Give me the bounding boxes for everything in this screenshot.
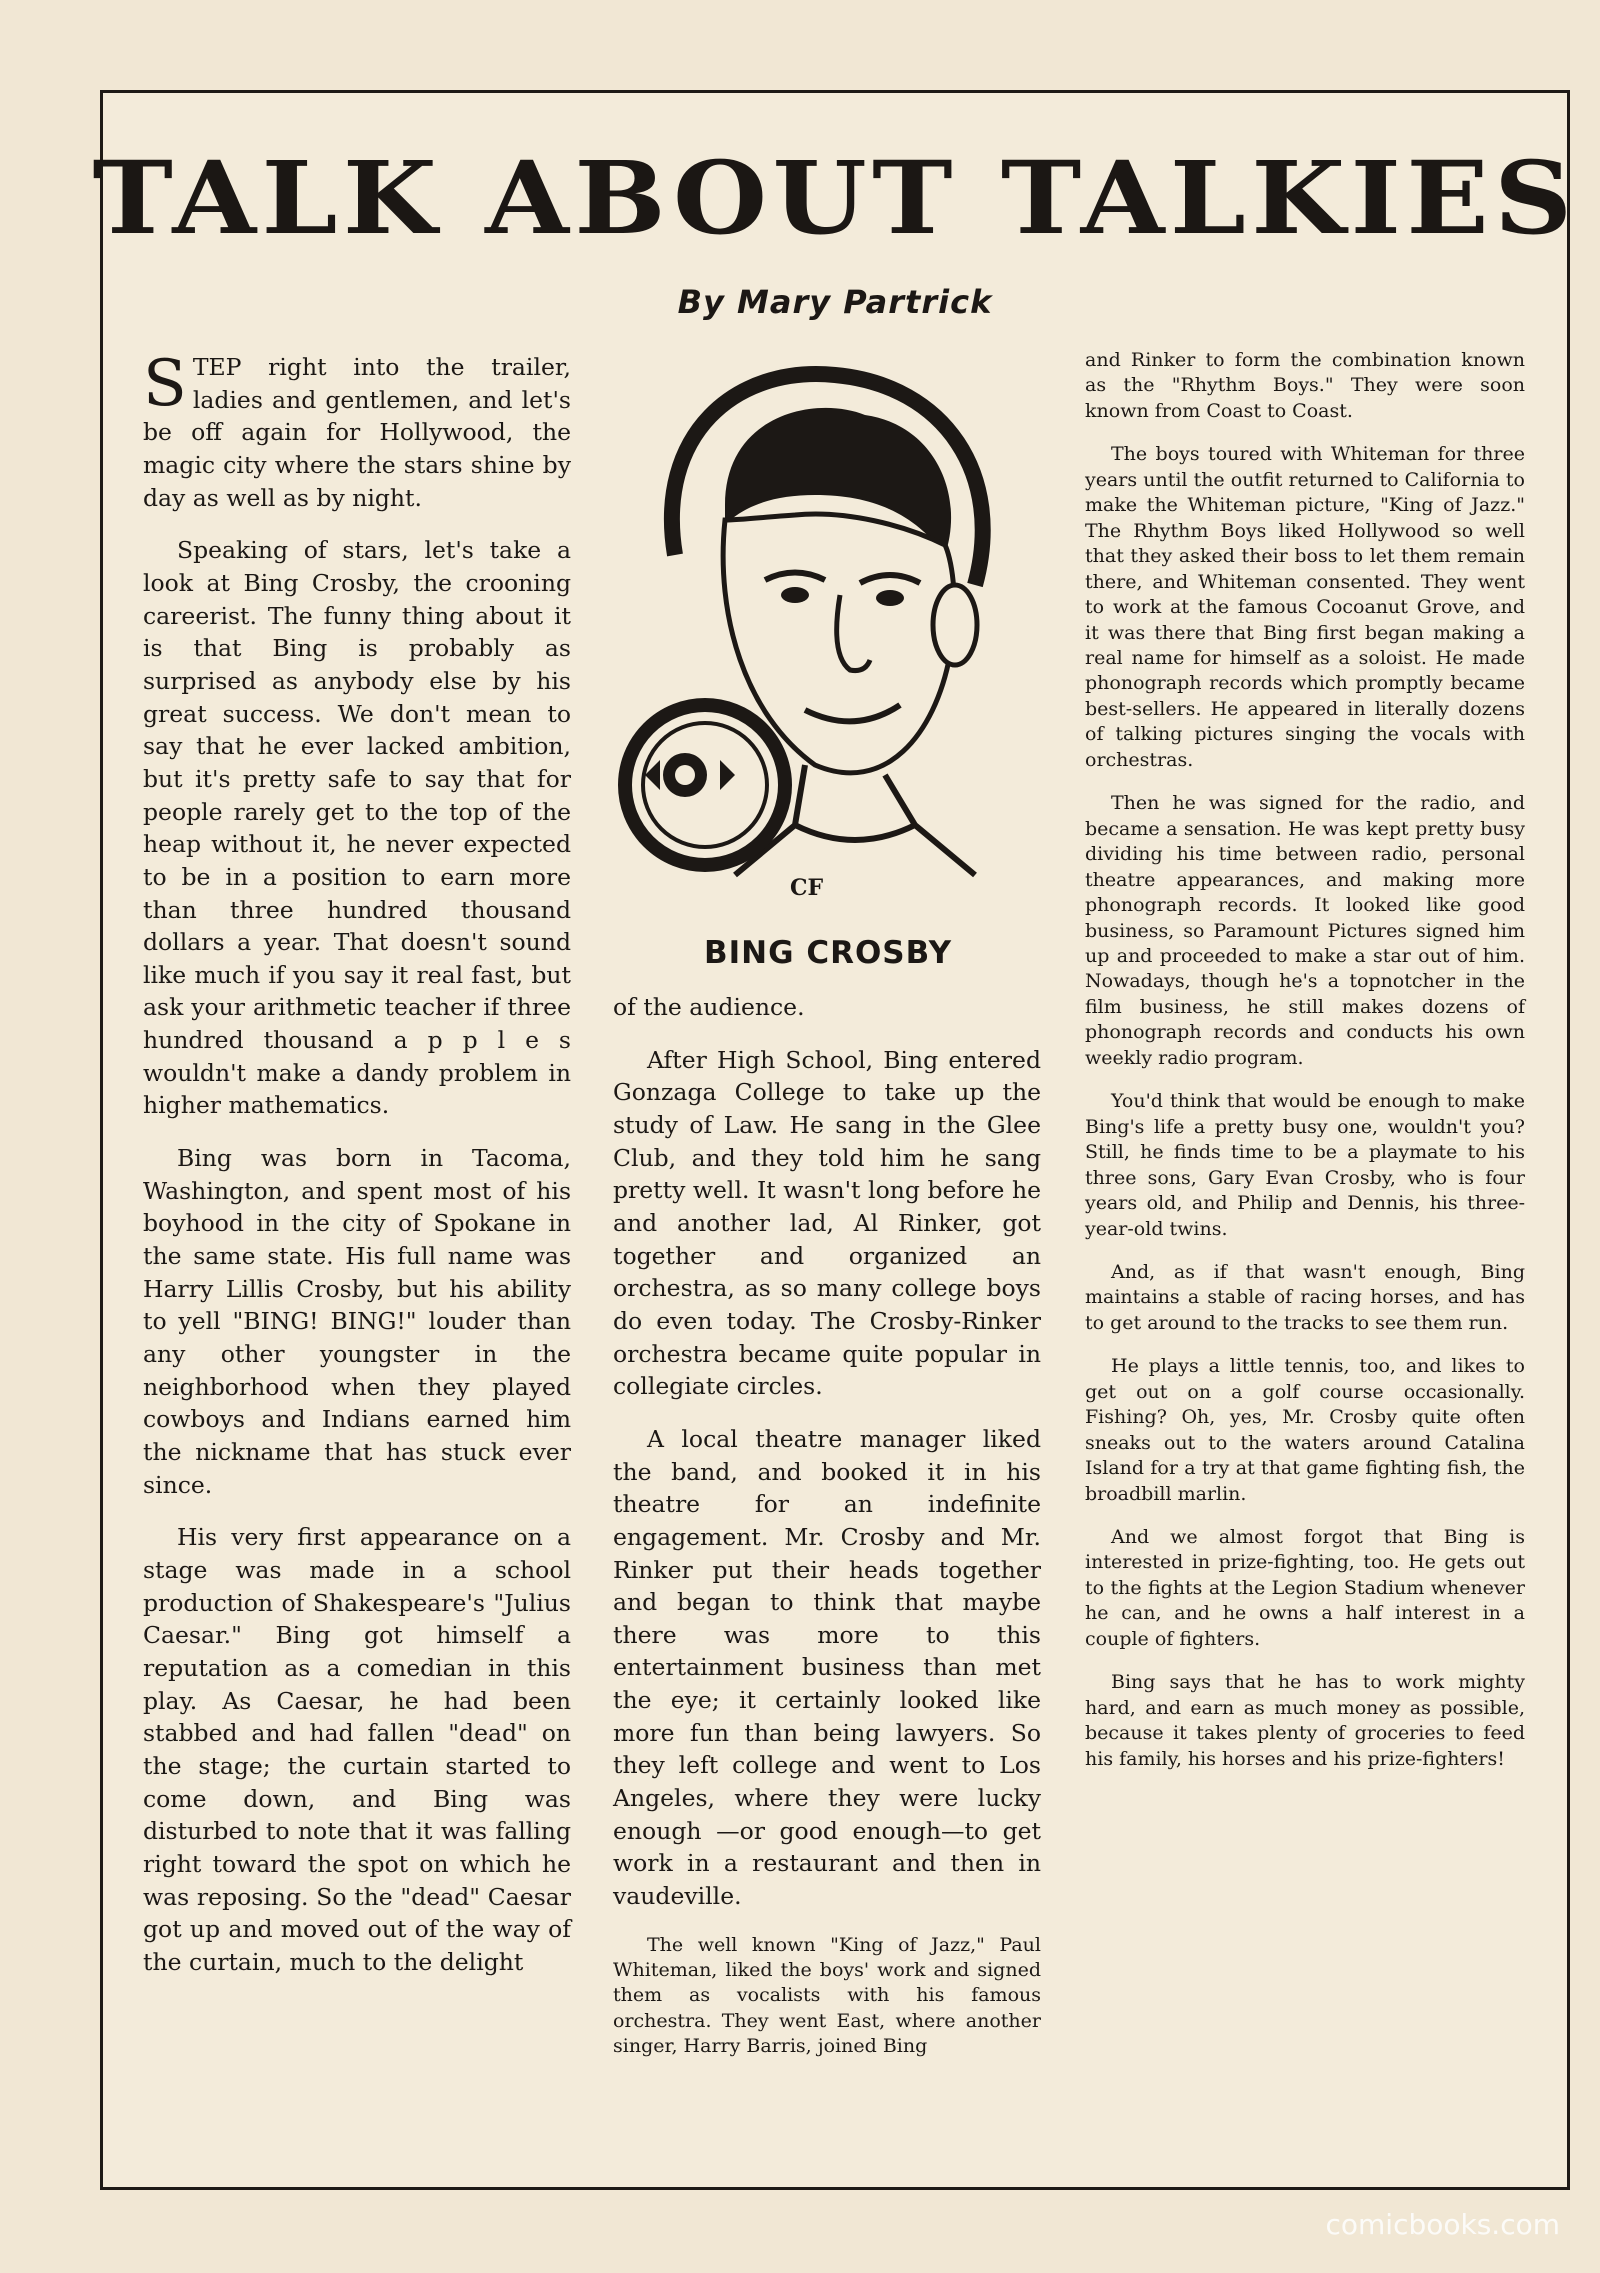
paragraph: And we almost forgot that Bing is interested in prize-fighting, too. He gets out to the fights at the Legion Stadium whenever he can, and he owns a half interest in a couple of fighters. xyxy=(1085,1526,1525,1650)
paragraph: Then he was signed for the radio, and became a sensation. He was kept pretty busy dividing his time between radio, personal theatre appearances, and making more phonograph records. It looked like good business, so Paramount Pictures signed him up and proceeded to make a star out of him. Nowadays, though he's a topnotcher in the film business, he still makes dozens of phonograph records and conducts his own weekly radio program. xyxy=(1085,792,1525,1069)
column-2 xyxy=(613,991,1041,2079)
illustration-caption: BING CROSBY xyxy=(703,935,953,971)
paragraph: After High School, Bing entered Gonzaga College to take up the study of Law. He sang in the Glee Club, and they told him he sang pretty well. It wasn't long before he and another lad, Al Rinker, got together and organized an orchestra, as so many college boys do even today. The Crosby-Rinker orchestra became quite popular in collegiate circles. xyxy=(613,1045,1041,1401)
paragraph: He plays a little tennis, too, and likes to get out on a golf course occasionally. Fishing? Oh, yes, Mr. Crosby quite often sneaks out to the waters around Catalina Island for a try at that game fighting fish, the broadbill marlin. xyxy=(1085,1355,1525,1505)
paragraph: A local theatre manager liked the band, and booked it in his theatre for an indefinite engagement. Mr. Crosby and Mr. Rinker put their heads together and began to think that maybe there was more to this entertainment business than met the eye; it certainly looked like more fun than being lawyers. So they left college and went to Los Angeles, where they were lucky enough —or good enough—to get work in a restaurant and then in vaudeville. xyxy=(613,1424,1041,1911)
column-3 xyxy=(1085,348,1525,1790)
watermark: comicbooks.com xyxy=(1325,2208,1560,2241)
article-frame xyxy=(92,90,1578,2190)
drop-cap: S xyxy=(143,347,187,421)
paragraph: The boys toured with Whiteman for three years until the outfit returned to California to make the Whiteman picture, "King of Jazz." The Rhythm Boys liked Hollywood so well that they asked their boss to let them remain there, and Whiteman consented. They went to work at the famous Cocoanut Grove, and it was there that Bing first began making a real name for himself as a soloist. He made phonograph records which promptly became best-sellers. He appeared in literally dozens of talking pictures singing the vocals with orchestras. xyxy=(1085,443,1525,771)
artist-signature: CF xyxy=(790,875,824,901)
paragraph: STEP right into the trailer, ladies and gentlemen, and let's be off again for Hollywood, the magic city where the stars shine by day as well as by night. xyxy=(143,347,571,512)
paragraph: The well known "King of Jazz," Paul Whiteman, liked the boys' work and signed them as vocalists with his famous orchestra. They went East, where another singer, Harry Barris, joined Bing xyxy=(613,1933,1041,2057)
article-title: TALK ABOUT TALKIES xyxy=(92,139,1578,257)
bing-crosby-illustration xyxy=(615,355,1041,915)
paragraph: Bing says that he has to work mighty hard, and earn as much money as possible, because it takes plenty of groceries to feed his family, his horses and his prize-fighters! xyxy=(1085,1671,1525,1770)
paragraph: You'd think that would be enough to make Bing's life a pretty busy one, wouldn't you? Still, he finds time to be a playmate to his three sons, Gary Evan Crosby, who is four years old, and Philip and Dennis, his three-year-old twins. xyxy=(1085,1090,1525,1240)
drop-cap-rest: TEP xyxy=(192,353,242,381)
paragraph: of the audience. xyxy=(613,993,805,1021)
paragraph: And, as if that wasn't enough, Bing maintains a stable of racing horses, and has to get around to the tracks to see them run. xyxy=(1085,1260,1525,1334)
column-1 xyxy=(143,347,571,1999)
paragraph: and Rinker to form the combination known as the "Rhythm Boys." They were soon known from Coast to Coast. xyxy=(1085,349,1525,422)
byline: By Mary Partrick xyxy=(677,283,993,321)
paragraph: Speaking of stars, let's take a look at Bing Crosby, the crooning careerist. The funny thing about it is that Bing is probably as surprised as anybody else by his great success. We don't mean to say that he ever lacked ambition, but it's pretty safe to say that for people rarely get to the top of the heap without it, he never expected to be in a position to earn more than three hundred thousand dollars a year. That doesn't sound like much if you say it real fast, but ask your arithmetic teacher if three hundred thousand a p p l e s wouldn't make a dandy problem in higher mathematics. xyxy=(143,536,571,1120)
paragraph: His very first appearance on a stage was made in a school production of Shakespeare's "Julius Caesar." Bing got himself a reputation as a comedian in this play. As Caesar, he had been stabbed and had fallen "dead" on the stage; the curtain started to come down, and Bing was disturbed to note that it was falling right toward the spot on which he was reposing. So the "dead" Caesar got up and moved out of the way of the curtain, much to the delight xyxy=(143,1523,571,1976)
paragraph: Bing was born in Tacoma, Washington, and spent most of his boyhood in the city of Spokane in the same state. His full name was Harry Lillis Crosby, but his ability to yell "BING! BING!" louder than any other youngster in the neighborhood when they played cowboys and Indians earned him the nickname that has stuck ever since. xyxy=(143,1144,571,1499)
